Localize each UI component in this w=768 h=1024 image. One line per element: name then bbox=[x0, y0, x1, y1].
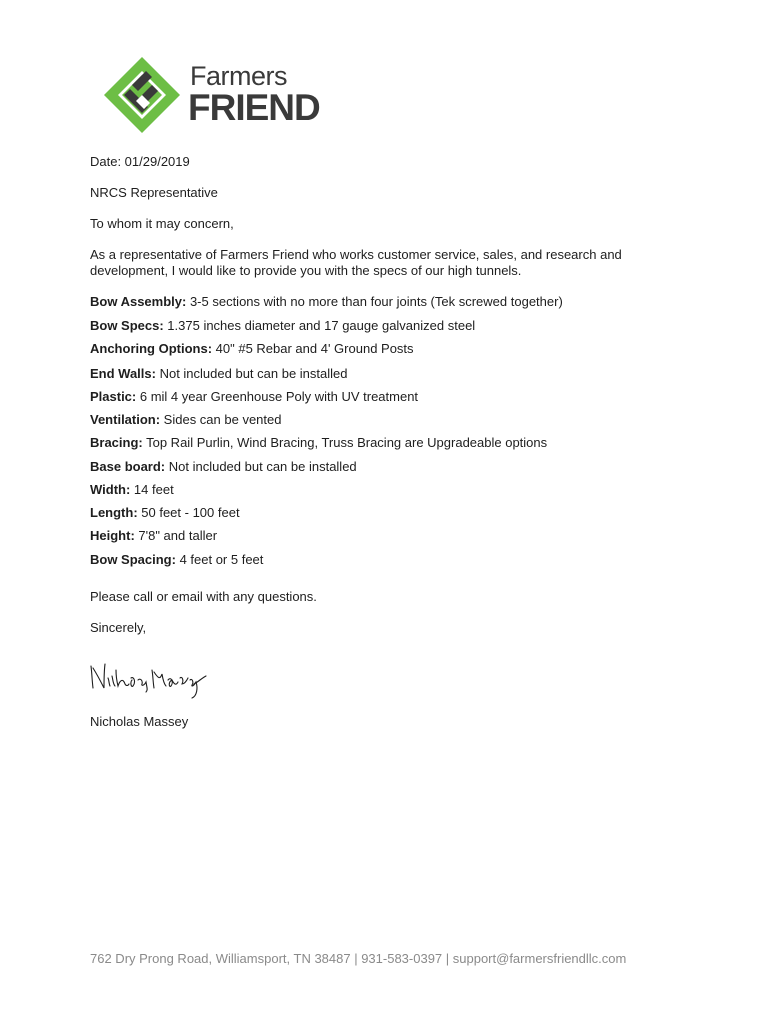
spec-label: Anchoring Options: bbox=[90, 341, 213, 356]
spec-value: 40" #5 Rebar and 4' Ground Posts bbox=[212, 341, 414, 356]
spec-label: Bow Spacing: bbox=[90, 552, 176, 567]
spec-item bbox=[90, 505, 690, 521]
spec-item bbox=[90, 482, 690, 498]
spec-value: 1.375 inches diameter and 17 gauge galvanized steel bbox=[163, 318, 476, 333]
spec-item bbox=[90, 341, 690, 357]
spec-label: Height: bbox=[90, 528, 135, 543]
closing-request: Please call or email with any questions. bbox=[90, 589, 317, 604]
spec-label: End Walls: bbox=[90, 366, 156, 381]
signature-scribble-icon bbox=[88, 658, 213, 700]
company-logo bbox=[102, 55, 332, 135]
spec-item bbox=[90, 459, 690, 475]
spec-item bbox=[90, 389, 690, 405]
spec-label: Base board: bbox=[90, 459, 166, 474]
spec-item bbox=[90, 366, 690, 382]
spec-label: Width: bbox=[90, 482, 131, 497]
spec-value: Top Rail Purlin, Wind Bracing, Truss Bracing are Upgradeable options bbox=[142, 435, 548, 450]
spec-item bbox=[90, 528, 690, 544]
spec-item bbox=[90, 412, 690, 428]
spec-value: 7'8" and taller bbox=[134, 528, 218, 543]
spec-label: Plastic: bbox=[90, 389, 137, 404]
closing: Sincerely, bbox=[90, 620, 147, 635]
spec-label: Bow Assembly: bbox=[90, 294, 187, 309]
spec-item bbox=[90, 318, 690, 334]
spec-item bbox=[90, 294, 690, 310]
spec-value: Not included but can be installed bbox=[165, 459, 357, 474]
spec-label: Ventilation: bbox=[90, 412, 161, 427]
spec-value: 6 mil 4 year Greenhouse Poly with UV treatment bbox=[136, 389, 419, 404]
letter-intro: As a representative of Farmers Friend who works customer service, sales, and research and development, I would like to provide you with the specs of our high tunnels. bbox=[90, 247, 622, 278]
spec-value: 4 feet or 5 feet bbox=[175, 552, 264, 567]
spec-value: 14 feet bbox=[130, 482, 174, 497]
spec-value: 50 feet - 100 feet bbox=[137, 505, 240, 520]
spec-label: Length: bbox=[90, 505, 138, 520]
letter-date: Date: 01/29/2019 bbox=[90, 154, 190, 169]
spec-label: Bow Specs: bbox=[90, 318, 164, 333]
letter-salutation: To whom it may concern, bbox=[90, 216, 234, 231]
farmers-friend-logo-icon bbox=[102, 55, 182, 135]
footer-contact: 762 Dry Prong Road, Williamsport, TN 38487 | 931-583-0397 | support@farmersfriendllc.com bbox=[90, 951, 627, 966]
spec-value: Not included but can be installed bbox=[155, 366, 348, 381]
handwritten-signature bbox=[88, 658, 213, 705]
logo-text-farmers: Farmers bbox=[190, 61, 287, 91]
spec-value: Sides can be vented bbox=[160, 412, 282, 427]
spec-item bbox=[90, 552, 690, 568]
spec-label: Bracing: bbox=[90, 435, 143, 450]
logo-text-friend: FRIEND bbox=[188, 87, 320, 128]
spec-item bbox=[90, 435, 690, 451]
signer-name: Nicholas Massey bbox=[90, 714, 189, 729]
spec-value: 3-5 sections with no more than four joints (Tek screwed together) bbox=[186, 294, 563, 309]
letter-recipient: NRCS Representative bbox=[90, 185, 218, 200]
